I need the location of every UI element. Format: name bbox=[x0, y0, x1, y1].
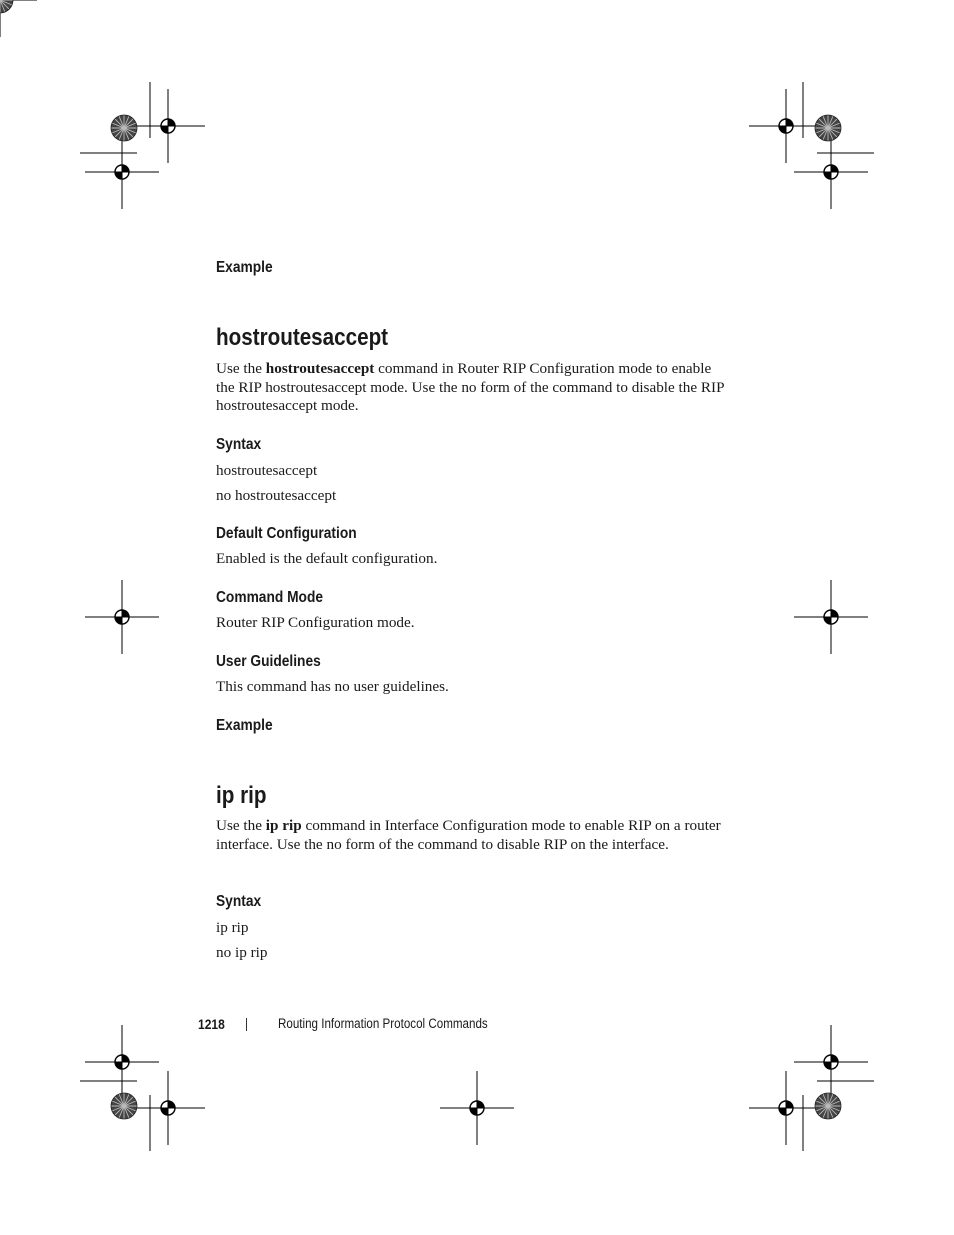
section-heading-user-guidelines: User Guidelines bbox=[216, 653, 321, 670]
page-number: 1218 bbox=[198, 1016, 225, 1032]
footer-separator bbox=[246, 1018, 247, 1031]
section-heading-example: Example bbox=[216, 259, 273, 276]
registration-mark-icon bbox=[794, 135, 868, 209]
registration-mark-icon bbox=[794, 580, 868, 654]
color-target-icon bbox=[815, 115, 841, 141]
syntax-line: ip rip bbox=[216, 919, 249, 936]
registration-mark-icon bbox=[85, 580, 159, 654]
registration-mark-icon bbox=[749, 89, 823, 163]
default-configuration-text: Enabled is the default configuration. bbox=[216, 550, 438, 567]
user-guidelines-text: This command has no user guidelines. bbox=[216, 678, 449, 695]
registration-mark-icon bbox=[85, 1025, 159, 1099]
color-target-icon bbox=[0, 0, 13, 13]
registration-mark-icon bbox=[85, 135, 159, 209]
registration-mark-icon bbox=[131, 89, 205, 163]
section-heading-syntax: Syntax bbox=[216, 436, 262, 453]
syntax-line: no ip rip bbox=[216, 944, 268, 961]
command-title-ip-rip: ip rip bbox=[216, 782, 267, 809]
command-keyword: ip rip bbox=[265, 817, 302, 834]
syntax-line: hostroutesaccept bbox=[216, 462, 318, 479]
color-target-icon bbox=[111, 115, 137, 141]
section-heading-example: Example bbox=[216, 717, 273, 734]
registration-mark-icon bbox=[749, 1071, 823, 1145]
registration-mark-icon bbox=[794, 1025, 868, 1099]
syntax-line: no hostroutesaccept bbox=[216, 487, 337, 504]
command-mode-text: Router RIP Configuration mode. bbox=[216, 614, 415, 631]
color-target-icon bbox=[111, 1093, 137, 1119]
registration-mark-icon bbox=[440, 1071, 514, 1145]
command-keyword: hostroutesaccept bbox=[265, 360, 375, 377]
command-title-hostroutesaccept: hostroutesaccept bbox=[216, 324, 389, 351]
command-description: Use the ip rip command in Interface Configuration mode to enable RIP on a router interface. Use the no form of the command to disable RIP on the interface. bbox=[216, 817, 721, 853]
section-heading-default-configuration: Default Configuration bbox=[216, 525, 357, 542]
section-heading-command-mode: Command Mode bbox=[216, 589, 324, 606]
command-description: Use the hostroutesaccept command in Router RIP Configuration mode to enable the RIP hostroutesaccept mode. Use the no form of the command to disable the RIP hostroutesaccept mode. bbox=[216, 360, 724, 414]
chapter-title: Routing Information Protocol Commands bbox=[278, 1016, 488, 1031]
section-heading-syntax: Syntax bbox=[216, 893, 262, 910]
registration-mark-icon bbox=[131, 1071, 205, 1145]
color-target-icon bbox=[815, 1093, 841, 1119]
